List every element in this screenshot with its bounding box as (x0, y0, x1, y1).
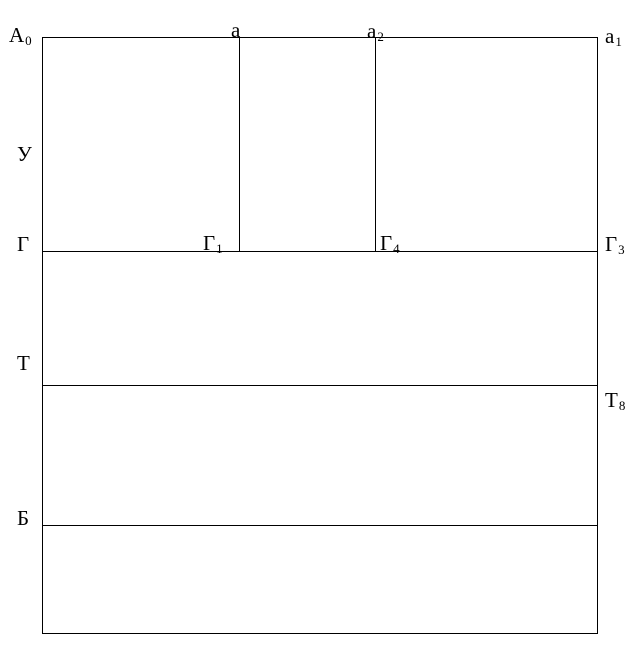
label-a1-base: a (605, 24, 615, 48)
label-gamma1-sub: 1 (216, 241, 223, 256)
label-a1-sub: 1 (615, 34, 622, 49)
label-gamma4 (380, 233, 399, 254)
label-a0 (9, 25, 31, 46)
label-beta (17, 508, 29, 529)
line-tau (42, 385, 597, 386)
label-gamma3-base: Г (605, 232, 618, 256)
line-divider-a2 (375, 37, 376, 252)
label-a2-sub: 2 (377, 29, 384, 44)
line-beta (42, 525, 597, 526)
label-a2-base: a (367, 19, 377, 43)
label-gamma-base: Г (17, 232, 30, 256)
label-a1 (605, 26, 621, 47)
line-divider-a (239, 37, 240, 252)
label-tau-base: Т (17, 351, 30, 375)
label-gamma1 (203, 233, 222, 254)
line-right-border (597, 37, 598, 634)
label-tau8-base: Т (605, 388, 618, 412)
label-a0-base: A (9, 23, 25, 47)
label-gamma (17, 234, 29, 255)
label-tau (17, 353, 30, 374)
label-u (17, 144, 32, 165)
line-top-border (42, 37, 597, 38)
label-gamma4-sub: 4 (393, 241, 400, 256)
label-u-base: У (17, 142, 32, 166)
label-a0-sub: 0 (25, 33, 32, 48)
label-gamma1-base: Г (203, 231, 216, 255)
label-tau8 (605, 390, 624, 411)
line-bottom-border (42, 633, 597, 634)
label-gamma3-sub: 3 (618, 242, 625, 257)
line-left-border (42, 37, 43, 634)
label-a-base: a (231, 18, 241, 42)
label-a (231, 20, 240, 41)
label-gamma4-base: Г (380, 231, 393, 255)
label-gamma3 (605, 234, 624, 255)
label-beta-base: Б (17, 506, 30, 530)
label-tau8-sub: 8 (618, 398, 626, 413)
label-a2 (367, 21, 383, 42)
line-gamma (42, 251, 597, 252)
